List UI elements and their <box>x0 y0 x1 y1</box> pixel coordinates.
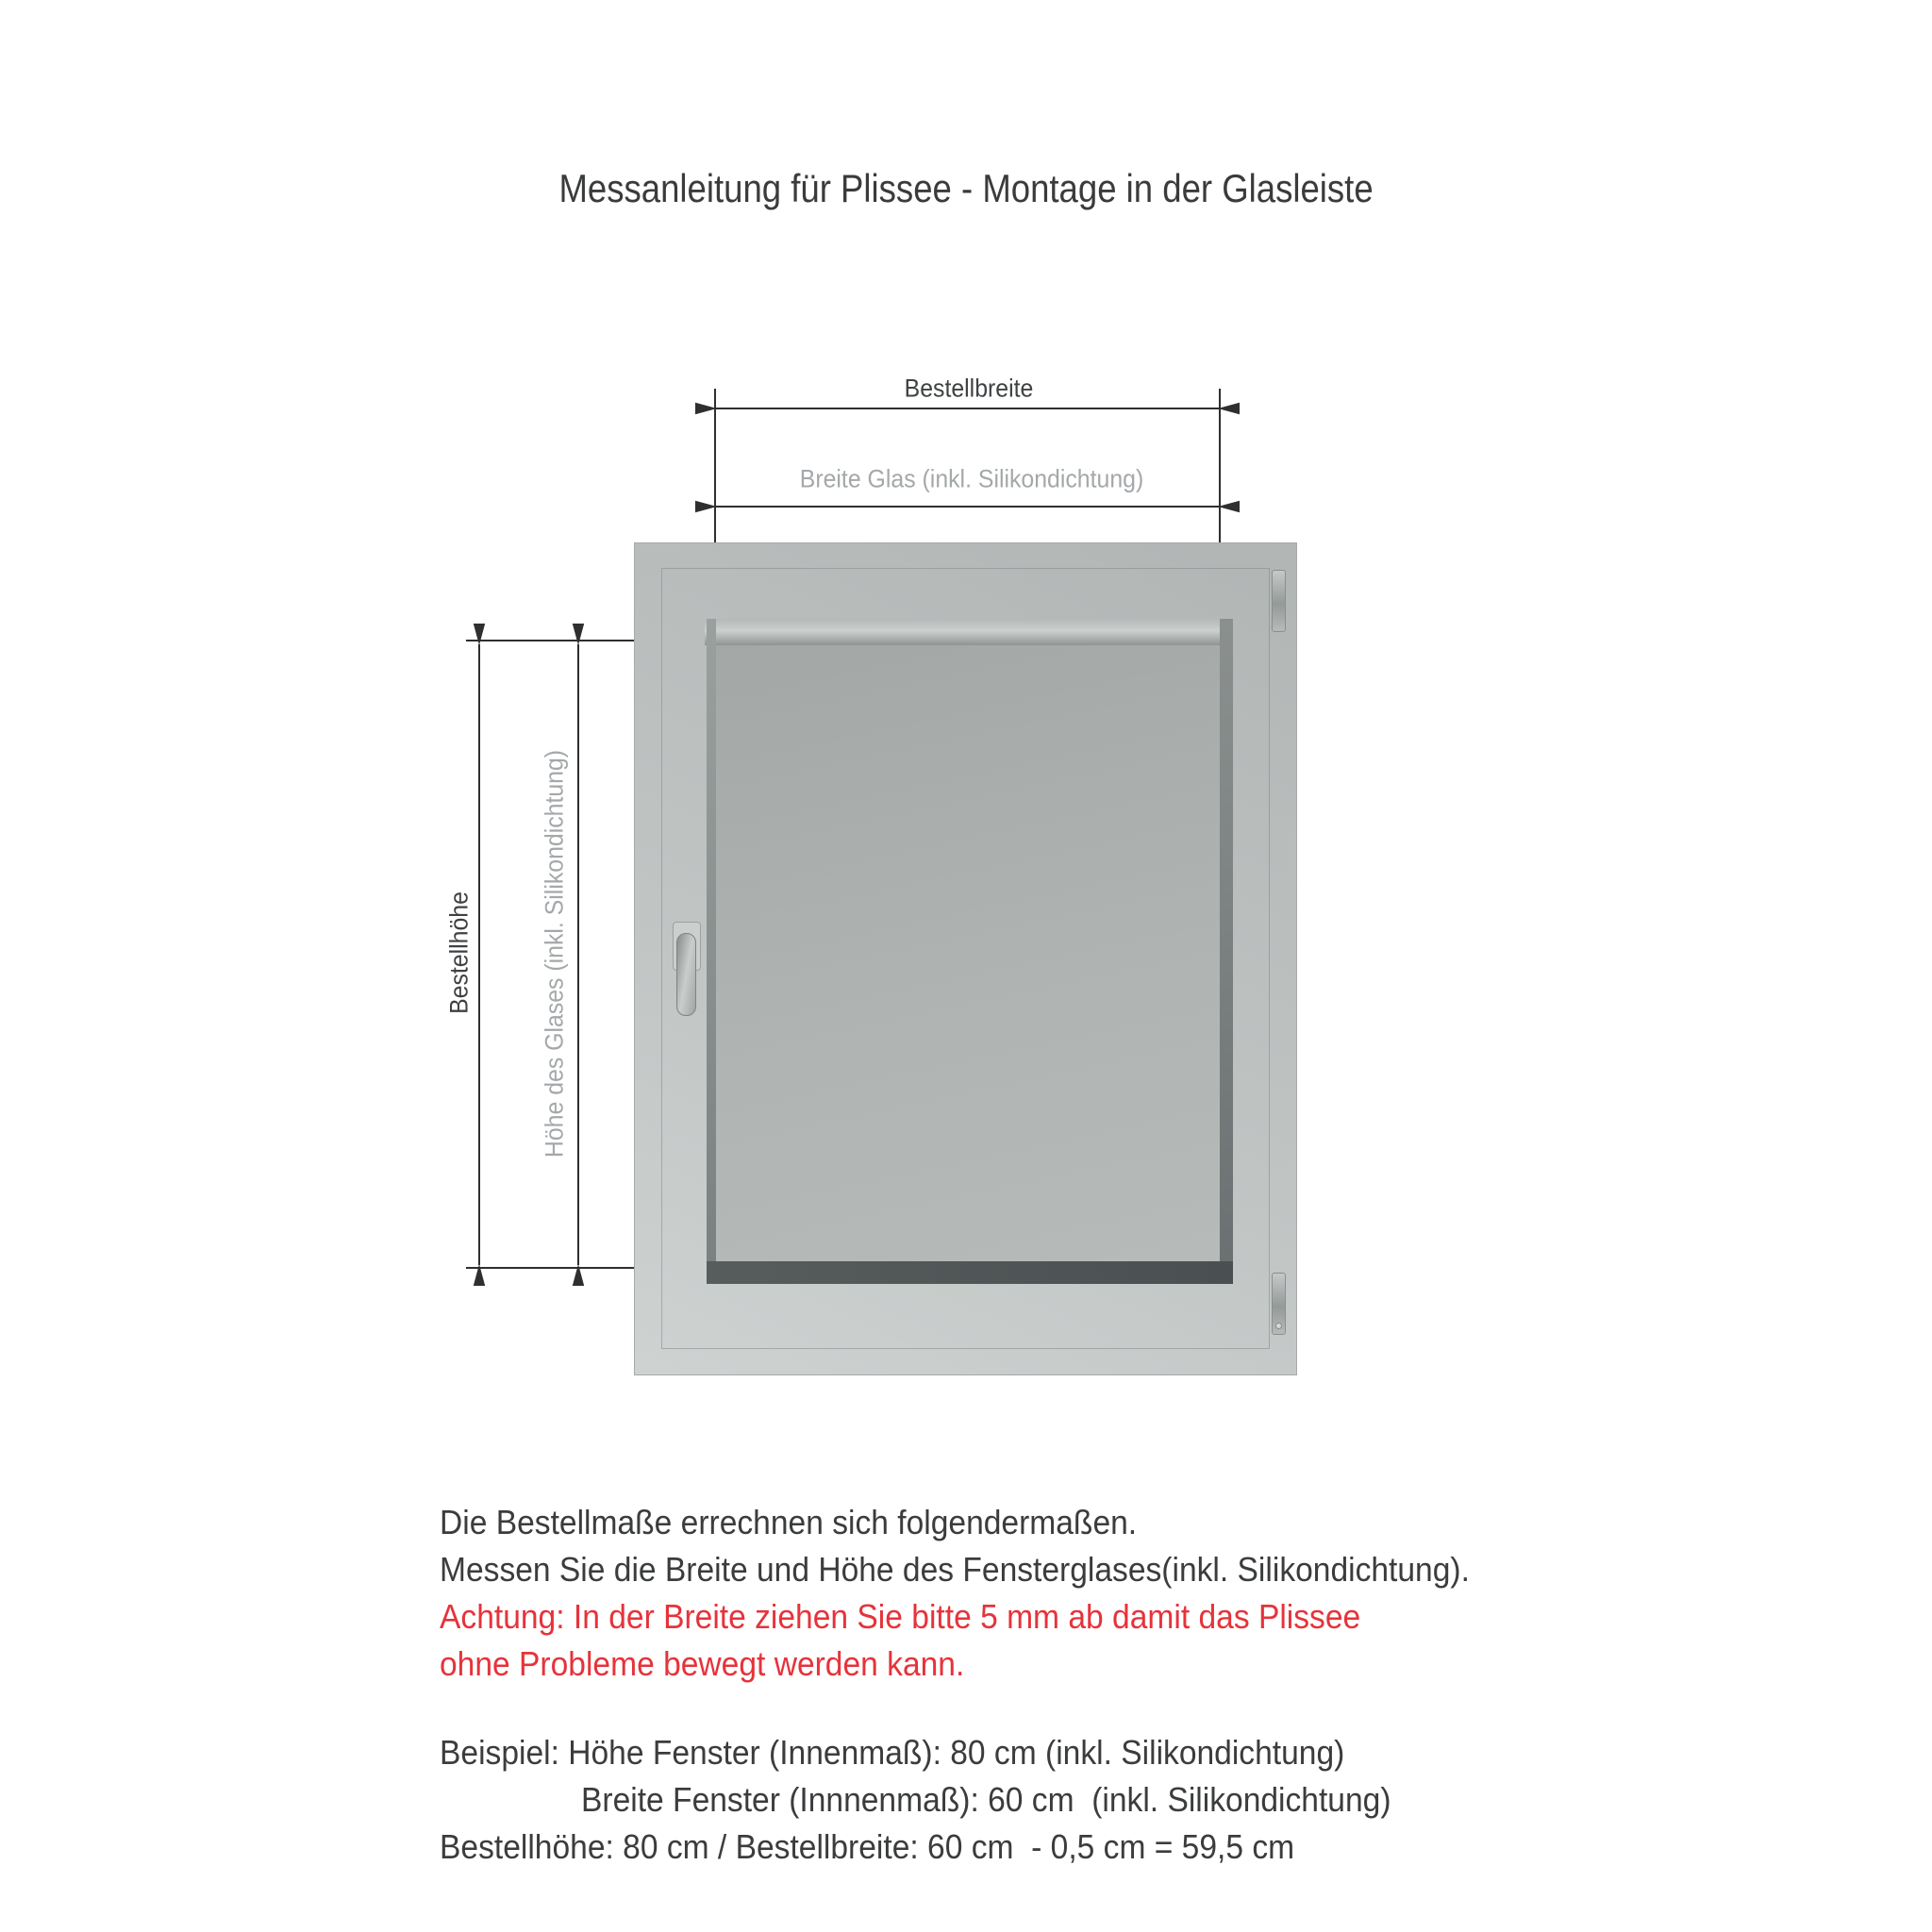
warning-line <box>440 1641 1559 1688</box>
order-height-label: Bestellhöhe <box>444 891 474 1014</box>
warning-line <box>440 1593 1559 1641</box>
instruction-line <box>440 1499 1559 1546</box>
example-text: Breite Fenster (Innnenmaß): 60 cm (inkl. Silikondichtung) <box>581 1780 1391 1819</box>
hinge-top <box>1272 570 1286 632</box>
glazing-bead-bottom <box>707 1261 1233 1284</box>
instruction-text: Die Bestellmaße errechnen sich folgendermaßen. <box>440 1503 1138 1541</box>
page-title-text: Messanleitung für Plissee - Montage in der Glasleiste <box>558 166 1374 210</box>
example-line <box>440 1729 1461 1776</box>
example-text: Beispiel: Höhe Fenster (Innenmaß): 80 cm (inkl. Silikondichtung) <box>440 1733 1345 1772</box>
glazing-bead-top <box>705 619 1233 645</box>
instruction-text: Messen Sie die Breite und Höhe des Fensterglases(inkl. Silikondichtung). <box>440 1550 1470 1589</box>
glass-width-label: Breite Glas (inkl. Silikondichtung) <box>799 464 1144 493</box>
window-handle <box>676 933 696 1016</box>
window-glass <box>716 645 1220 1261</box>
glazing-bead-right <box>1220 619 1233 1261</box>
window-frame <box>634 542 1297 1375</box>
glazing-bead-left <box>707 619 716 1261</box>
warning-text: ohne Probleme bewegt werden kann. <box>440 1644 965 1683</box>
warning-text: Achtung: In der Breite ziehen Sie bitte 5 mm ab damit das Plissee <box>440 1597 1361 1636</box>
order-width-label: Bestellbreite <box>904 374 1034 403</box>
hinge-bottom <box>1272 1273 1286 1335</box>
hinge-pin <box>1275 1323 1282 1329</box>
instructions-block <box>440 1499 1559 1688</box>
example-text: Bestellhöhe: 80 cm / Bestellbreite: 60 cm - 0,5 cm = 59,5 cm <box>440 1827 1295 1866</box>
instruction-line <box>440 1546 1559 1593</box>
example-line <box>440 1824 1461 1871</box>
example-block <box>440 1729 1461 1871</box>
glass-height-label: Höhe des Glases (inkl. Silikondichtung) <box>540 749 569 1158</box>
example-line <box>440 1776 1461 1824</box>
